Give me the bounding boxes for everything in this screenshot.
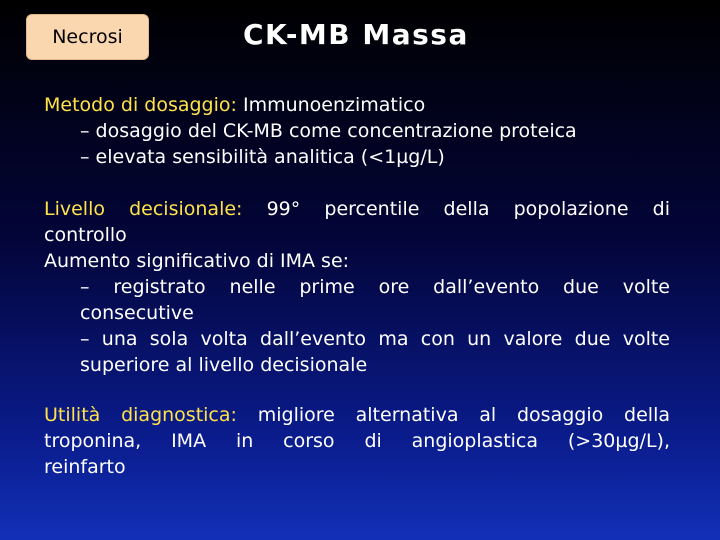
- decision-level-text-1: 99° percentile della popolazione di: [242, 198, 670, 220]
- diagnostic-utility-text-3: reinfarto: [44, 456, 126, 478]
- section-badge: [26, 14, 149, 60]
- dosing-method-item-2: – elevata sensibilità analitica (<1µg/L): [80, 146, 445, 168]
- diagnostic-utility-text-2: troponina, IMA in corso di angioplastica (>30µg/L),: [44, 430, 670, 452]
- dosing-method-text: Immunoenzimatico: [236, 94, 426, 116]
- diagnostic-utility-text-1: migliore alternativa al dosaggio della: [236, 404, 670, 426]
- ima-condition-1-line-1: – registrato nelle prime ore dall’evento due volte: [80, 276, 670, 298]
- diagnostic-utility-line-1: [44, 402, 670, 428]
- ima-condition-2-line-1: – una sola volta dall’evento ma con un valore due volte: [80, 328, 670, 350]
- slide-title: CK-MB Massa: [243, 18, 469, 51]
- decision-level-heading: Livello decisionale:: [44, 198, 243, 220]
- ima-condition-2-line-2: superiore al livello decisionale: [80, 354, 368, 376]
- decision-level-line-1: [44, 196, 670, 222]
- ima-condition-1-line-2: consecutive: [80, 302, 194, 324]
- dosing-method-heading: Metodo di dosaggio:: [44, 94, 237, 116]
- dosing-method-item-1: – dosaggio del CK-MB come concentrazione proteica: [80, 120, 577, 142]
- section-diagnostic-utility: [44, 402, 670, 480]
- section-dosing-method: [44, 92, 670, 170]
- diagnostic-utility-heading: Utilità diagnostica:: [44, 404, 237, 426]
- badge-label: Necrosi: [52, 26, 123, 48]
- decision-level-text-2: controllo: [44, 224, 127, 246]
- dosing-method-line: [44, 92, 670, 118]
- ima-increase-heading: Aumento significativo di IMA se:: [44, 250, 350, 272]
- section-decision-level: [44, 196, 670, 378]
